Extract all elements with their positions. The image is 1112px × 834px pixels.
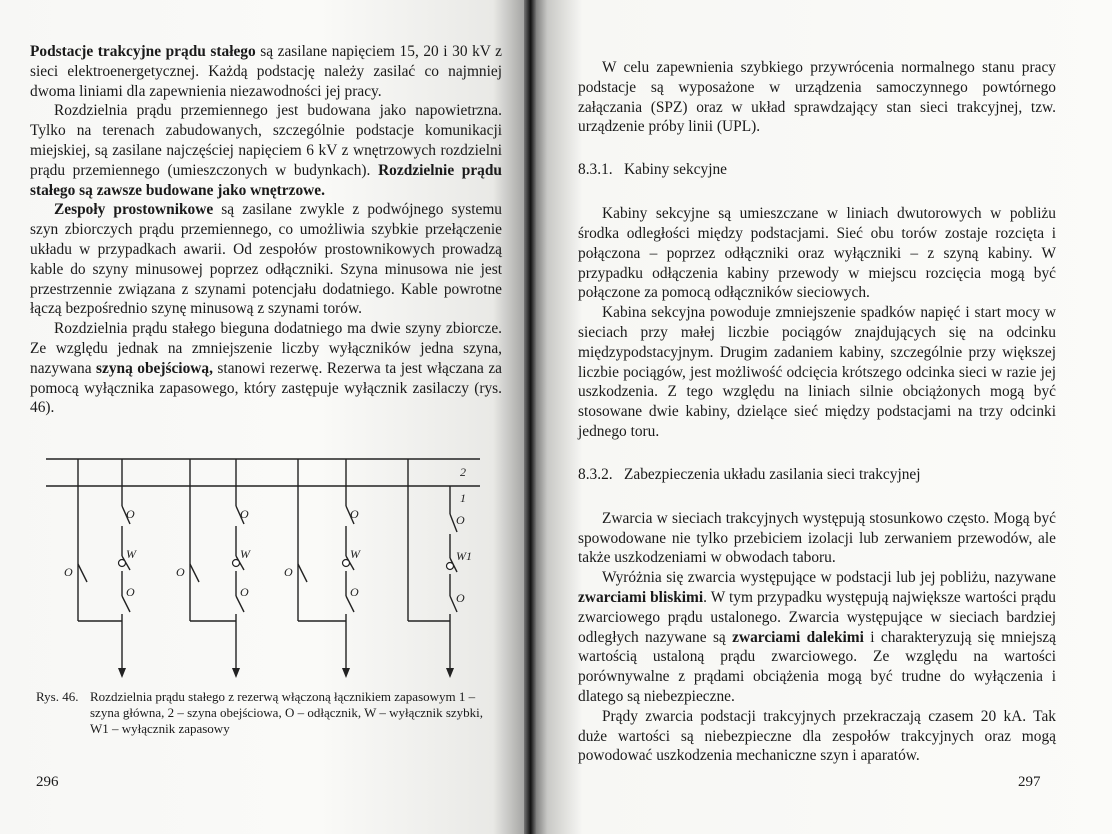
section-heading [578,465,1056,485]
paragraph [30,101,502,200]
label-bus-2: 2 [460,465,466,479]
right-page [530,0,1112,834]
caption-text: Rozdzielnia prądu stałego z rezerwą włączoną łącznikiem zapasowym 1 – szyna główna, 2 – szyna obejściowa, O – odłącznik, W – wyłącznik szybki, W1 – wyłącznik zapasowy [90,689,484,736]
paragraph: W celu zapewnienia szybkiego przywrócenia normalnego stanu pracy podstacje są wyposażone w urządzenia samoczynnego powtórnego załączania (SPZ) oraz w układ sprawdzający stan sieci trakcyjnej, tzw. urządzenie próby linii (UPL). [578,59,1056,136]
svg-text:W: W [350,547,360,561]
svg-text:O: O [350,585,359,599]
caption-label: Rys. 46. [36,689,79,704]
paragraph-text: są zasilane zwykle z podwójnego systemu szyn zbiorczych prądu przemiennego, co umożliwia szybkie przełączenie układu w przypadkach awarii. Od zespołów prostownikowych prowadzą kable do szyny minusowej poprzez odłączniki. Szyna minusowa nie jest przestrzennie związana z szynami potencjału dodatniego. Kable powrotne łączą bezpośrednio szynę minusową z szynami torów. [30,201,502,318]
paragraph-text: stanowi rezerwę. Rezerwa ta jest włączana za pomocą wyłącznika zapasowego, który zastępuje wyłącznik zasilaczy (rys. 46). [30,359,502,417]
svg-text:O: O [350,507,359,521]
paragraph: Kabina sekcyjna powoduje zmniejszenie spadków napięć i start mocy w sieciach przy małej liczbie pociągów znajdujących się na odcinku międzypodstacyjnym. Drugim zadaniem kabiny, szczególnie przy większej liczbie pociągów, jest możliwość odcięcia krótszego odcinka sieci w razie jej uszkodzenia. Z tego względu na liniach silnie obciążonych mogą być stosowane dwie kabiny, dzielące sieć między podstacjami na trzy odcinki jednego toru. [578,304,1056,440]
left-page [0,0,530,834]
bold-term: Podstacje trakcyjne prądu stałego [30,43,256,60]
paragraph: Prądy zwarcia podstacji trakcyjnych przekraczają czasem 20 kA. Tak duże wartości są niebezpieczne dla zespołów trakcyjnych oraz mogą powodować uszkodzenia mechaniczne szyn i aparatów. [578,707,1056,765]
bold-term: zwarciami dalekimi [732,628,864,646]
label-bus-1: 1 [460,491,466,505]
paragraph [578,568,1056,707]
section-number: 8.3.1. [578,161,613,179]
paragraph [30,200,502,319]
right-page-text [578,58,1056,766]
svg-text:O: O [126,507,135,521]
bold-term: szyną obejściową, [96,359,213,377]
svg-text:O: O [456,591,465,605]
book-spine [524,0,536,834]
section-title: Kabiny sekcyjne [624,161,728,179]
svg-text:O: O [240,507,249,521]
left-page-text [30,42,502,418]
paragraph [30,319,502,418]
section-heading [578,160,1056,180]
paragraph: Kabiny sekcyjne są umieszczane w liniach dwutorowych w pobliżu środka odległości między podstacjami. Sieć obu torów zostaje rozcięta i połączona – poprzez odłączniki oraz wyłączniki – z szyną kabiny. W przypadku odłączenia kabiny przewody w miejscu rozcięcia mogą być połączone za pomocą odłączników sieciowych. [578,205,1056,302]
page-number: 296 [36,774,59,790]
bold-term: zwarciami bliskimi [578,588,704,606]
paragraph-text: Rozdzielnia prądu przemiennego jest budowana jako napowietrzna. Tylko na terenach zabudowanych, szczególnie podstacje komunikacji miejskiej, są zasilane najczęściej napięciem 6 kV z wnętrzowych rozdzielni prądu przemiennego (umieszczonych w budynkach). [30,102,502,179]
figure-caption [36,689,492,737]
bold-sentence: Rozdzielnie prądu stałego są zawsze budowane jako wnętrzowe. [30,161,502,199]
paragraph: Zwarcia w sieciach trakcyjnych występują stosunkowo często. Mogą być spowodowane nie tylko przebiciem izolacji lub zerwaniem przewodów, ale także uszkodzeniami w obwodach taboru. [578,509,1056,567]
svg-text:O: O [126,585,135,599]
svg-text:W: W [240,547,250,561]
svg-text:O: O [284,565,293,579]
section-title: Zabezpieczenia układu zasilania sieci trakcyjnej [624,465,921,483]
section-number: 8.3.2. [578,465,613,483]
svg-text:O: O [176,565,185,579]
circuit-diagram [40,446,490,686]
paragraph-text: i charakteryzują się mniejszą wartością ustaloną prądu zwarciowego. Ze względu na wartości porównywalne z prądami obciążenia mogą być trudne do wyłączenia i dlatego są niebezpieczne. [578,628,1056,705]
svg-text:O: O [456,513,465,527]
svg-text:O: O [64,565,73,579]
paragraph [30,42,502,101]
bold-term: Zespoły prostownikowe [54,201,214,219]
paragraph-text: Wyróżnia się zwarcia występujące w podstacji lub jej pobliżu, nazywane [602,569,1056,587]
svg-text:W: W [126,547,136,561]
svg-text:O: O [240,585,249,599]
page-number: 297 [1018,774,1041,790]
paragraph-text: . W tym przypadku występują największe wartości prądu zwarciowego prądu ustalonego. Zwarcia występujące w sieciach bardziej odległych nazywane są [578,588,1056,646]
paragraph-text: są zasilane napięciem 15, 20 i 30 kV z sieci elektroenergetycznej. Każdą podstację należy zasilać co najmniej dwoma liniami dla zapewnienia niezawodności jej pracy. [30,43,502,100]
label-reserve-breaker: W1 [456,549,472,563]
paragraph-text: Rozdzielnia prądu stałego bieguna dodatniego ma dwie szyny zbiorcze. Ze względu jednak na zmniejszenie liczby wyłączników jedna szyna, nazywana [30,320,502,377]
